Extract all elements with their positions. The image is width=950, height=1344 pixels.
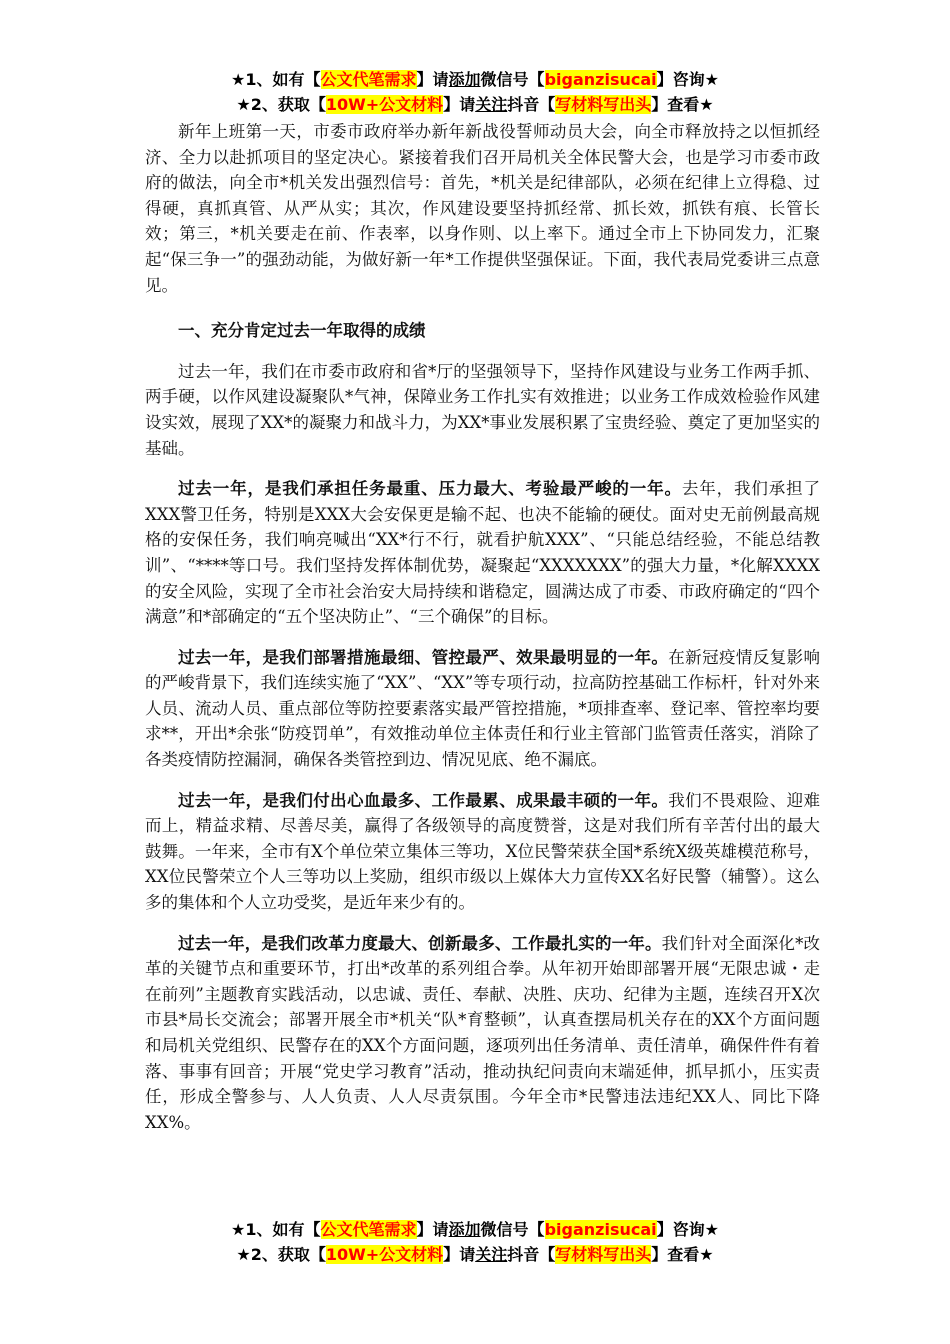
paragraph-lead: 过去一年，是我们付出心血最多、工作最累、成果最丰硕的一年。 <box>178 790 669 810</box>
banner-highlight: biganzisucai <box>544 1220 657 1239</box>
banner-text: ★2、获取【 <box>236 95 326 114</box>
banner-highlight: 10W+公文材料 <box>325 1245 444 1264</box>
banner-underline: 关注 <box>475 1245 508 1264</box>
paragraph-lead: 过去一年，是我们部署措施最细、管控最严、效果最明显的一年。 <box>178 647 669 667</box>
paragraph-text: 去年，我们承担了XXX警卫任务，特别是XXX大会安保更是输不起、也决不能输的硬仗。面对史无前例最高规格的安保任务，我们响亮喊出“XX*行不行，就看护航XXX”、“只能总结经验，不能总结教训”、“****等口号。我们坚持发挥体制优势，凝聚起“XXXXXXX”的强大力量，*化解XXXX的安全风险，实现了全市社会治安大局持续和谐稳定，圆满达成了市委、市政府确定的“四个满意”和*部确定的“五个坚决防止”、“三个确保”的目标。 <box>145 479 820 627</box>
banner-text: 】请 <box>416 70 449 89</box>
paragraph-text: 我们不畏艰险、迎难而上，精益求精、尽善尽美，赢得了各级领导的高度赞誉，这是对我们所有辛苦付出的最大鼓舞。一年来，全市有X个单位荣立集体三等功，X位民警荣获全国*系统X级英雄模范称号，XX位民警荣立个人三等功以上奖励，组织市级以上媒体大力宣传XX名好民警（辅警）。这么多的集体和个人立功受奖，是近年来少有的。 <box>145 790 821 913</box>
body-paragraph <box>145 645 820 773</box>
banner-highlight: 公文代笔需求 <box>320 1220 417 1239</box>
banner-underline: 添加 <box>448 1220 481 1239</box>
banner-text: 】咨询★ <box>656 70 719 89</box>
banner-highlight: 写材料写出头 <box>555 1245 652 1264</box>
banner-text: ★1、如有【 <box>231 1220 321 1239</box>
body-paragraph <box>145 476 820 630</box>
document-body <box>145 119 820 1135</box>
promo-banner-top-line1 <box>0 69 950 91</box>
banner-text: 微信号【 <box>480 1220 545 1239</box>
promo-banner-bottom-line1 <box>0 1219 950 1241</box>
banner-text: ★1、如有【 <box>231 70 321 89</box>
paragraph-lead: 过去一年，是我们改革力度最大、创新最多、工作最扎实的一年。 <box>178 933 662 953</box>
banner-text: ★2、获取【 <box>236 1245 326 1264</box>
banner-highlight: 10W+公文材料 <box>325 95 444 114</box>
banner-underline: 添加 <box>448 70 481 89</box>
banner-text: 抖音【 <box>507 95 556 114</box>
banner-text: 】请 <box>443 95 476 114</box>
banner-text: 】查看★ <box>651 95 714 114</box>
body-paragraph <box>145 788 820 916</box>
banner-text: 抖音【 <box>507 1245 556 1264</box>
banner-text: 】请 <box>443 1245 476 1264</box>
banner-text: 微信号【 <box>480 70 545 89</box>
promo-banner-top-line2 <box>0 94 950 116</box>
banner-highlight: 公文代笔需求 <box>320 70 417 89</box>
paragraph-text: 我们针对全面深化*改革的关键节点和重要环节，打出*改革的系列组合拳。从年初开始即部署开展“无限忠诚・走在前列”主题教育实践活动，以忠诚、责任、奉献、决胜、庆功、纪律为主题，连续召开X次市县*局长交流会；部署开展全市*机关“队*育整顿”，认真查摆局机关存在的XX个方面问题和局机关党组织、民警存在的XX个方面问题，逐项列出任务清单、责任清单，确保件件有着落、事事有回音；开展“党史学习教育”活动，推动执纪问责向末端延伸，抓早抓小，压实责任，形成全警参与、人人负责、人人尽责氛围。今年全市*民警违法违纪XX人、同比下降XX%。 <box>145 933 821 1132</box>
section-heading: 一、充分肯定过去一年取得的成绩 <box>178 321 426 341</box>
banner-highlight: biganzisucai <box>544 70 657 89</box>
banner-text: 】请 <box>416 1220 449 1239</box>
banner-text: 】咨询★ <box>656 1220 719 1239</box>
promo-banner-bottom-line2 <box>0 1244 950 1266</box>
body-paragraph <box>145 931 820 1136</box>
body-paragraph: 过去一年，我们在市委市政府和省*厅的坚强领导下，坚持作风建设与业务工作两手抓、两手硬，以作风建设凝聚队*气神，保障业务工作扎实有效推进；以业务工作成效检验作风建设实效，展现了XX*的凝聚力和战斗力，为XX*事业发展积累了宝贵经验、奠定了更加坚实的基础。 <box>145 361 820 458</box>
paragraph-lead: 过去一年，是我们承担任务最重、压力最大、考验最严峻的一年。 <box>178 479 682 499</box>
banner-text: 】查看★ <box>651 1245 714 1264</box>
intro-paragraph: 新年上班第一天，市委市政府举办新年新战役誓师动员大会，向全市释放持之以恒抓经济、全力以赴抓项目的坚定决心。紧接着我们召开局机关全体民警大会，也是学习市委市政府的做法，向全市*机关发出强烈信号：首先，*机关是纪律部队，必须在纪律上立得稳、过得硬，真抓真管、从严从实；其次，作风建设要坚持抓经常、抓长效，抓铁有痕、长管长效；第三，*机关要走在前、作表率，以身作则、以上率下。通过全市上下协同发力，汇聚起“保三争一”的强劲动能，为做好新一年*工作提供坚强保证。下面，我代表局党委讲三点意见。 <box>145 122 820 295</box>
banner-underline: 关注 <box>475 95 508 114</box>
banner-highlight: 写材料写出头 <box>555 95 652 114</box>
paragraph-text: 在新冠疫情反复影响的严峻背景下，我们连续实施了“XX”、“XX”等专项行动，拉高防控基础工作标杆，针对外来人员、流动人员、重点部位等防控要素落实最严管控措施，*项排查率、登记率、管控率均要求**，开出*余张“防疫罚单”，有效推动单位主体责任和行业主管部门监管责任落实，消除了各类疫情防控漏洞，确保各类管控到边、情况见底、绝不漏底。 <box>145 647 821 770</box>
